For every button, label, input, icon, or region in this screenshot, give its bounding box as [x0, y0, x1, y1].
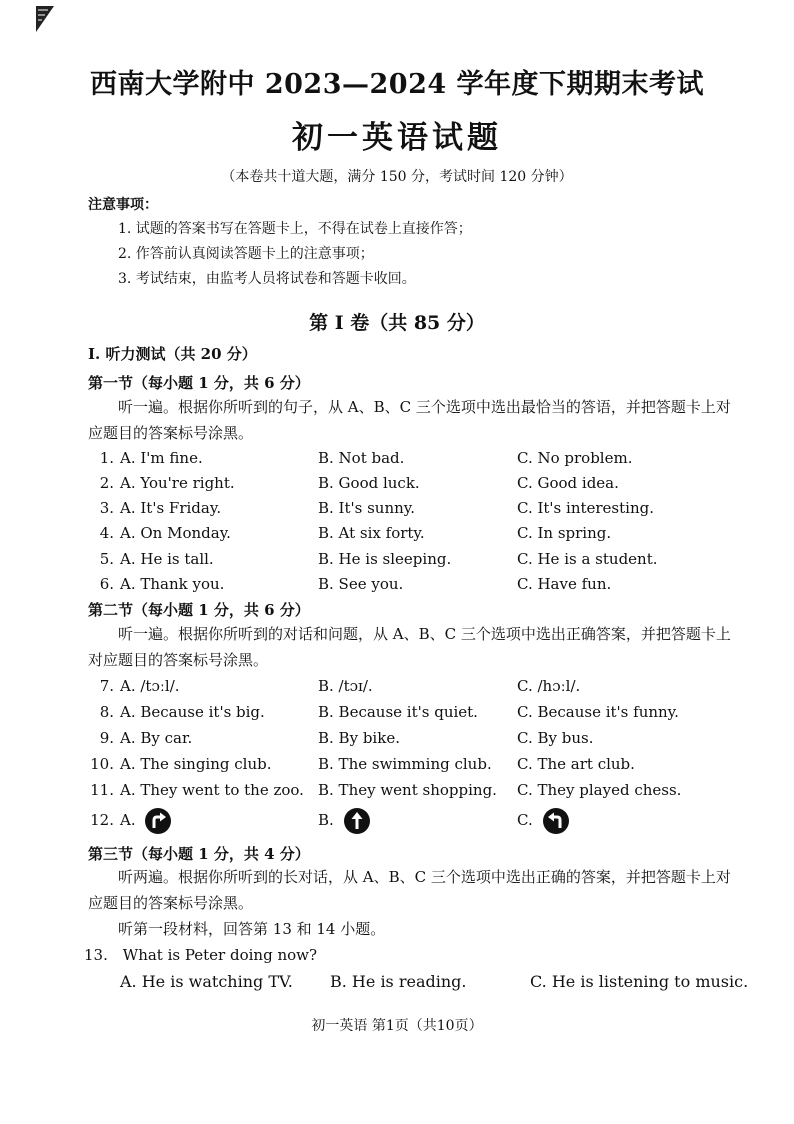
question-row	[0, 550, 794, 574]
question-row	[0, 703, 794, 727]
material-note: 听第一段材料，回答第 13 和 14 小题。	[118, 920, 386, 938]
question-number: 10.	[90, 755, 114, 773]
corner-registration-mark	[36, 6, 54, 32]
option-c: C. Good idea.	[517, 474, 619, 492]
question-row	[0, 781, 794, 805]
question-number: 4.	[99, 524, 114, 542]
instruction-text: 听一遍。根据你所听到的句子，从 A、B、C 三个选项中选出最恰当的答语，并把答题卡上对应题目的答案标号涂黑。	[88, 398, 731, 442]
section-heading: I. 听力测试（共 20 分）	[88, 345, 257, 363]
question-number: 9.	[99, 729, 114, 747]
exam-subtitle: 初一英语试题	[292, 120, 502, 156]
question-number: 12.	[90, 811, 114, 829]
question-text: What is Peter doing now?	[122, 946, 318, 964]
option-a: A. They went to the zoo.	[120, 781, 304, 799]
option-b: B. At six forty.	[318, 524, 425, 542]
option-a: A. You're right.	[120, 474, 235, 492]
option-c: C. By bus.	[517, 729, 594, 747]
option-a: A. It's Friday.	[120, 499, 222, 517]
question-number: 7.	[99, 677, 114, 695]
option-c: C. The art club.	[517, 755, 635, 773]
option-label: B.	[318, 811, 334, 829]
option-b: B. He is reading.	[330, 972, 467, 991]
instruction-text: 听一遍。根据你所听到的对话和问题，从 A、B、C 三个选项中选出正确答案，并把答题卡上对应题目的答案标号涂黑。	[88, 625, 731, 669]
option-c: C. He is listening to music.	[530, 972, 749, 991]
option-label: C.	[517, 811, 533, 829]
option-c: C. They played chess.	[517, 781, 682, 799]
option-b: B. By bike.	[318, 729, 400, 747]
question-number: 2.	[99, 474, 114, 492]
question-number: 3.	[99, 499, 114, 517]
option-c: C. In spring.	[517, 524, 612, 542]
option-b	[318, 805, 371, 835]
turn-left-arrow-icon	[542, 807, 570, 835]
option-a: A. By car.	[120, 729, 193, 747]
option-c	[517, 805, 570, 835]
option-a: A. The singing club.	[120, 755, 272, 773]
option-b: B. He is sleeping.	[318, 550, 452, 568]
exam-info: （本卷共十道大题，满分 150 分，考试时间 120 分钟）	[221, 169, 573, 185]
option-c: C. /hɔːl/.	[517, 677, 581, 695]
option-b: B. Not bad.	[318, 449, 405, 467]
question-row	[0, 677, 794, 701]
option-a: A. He is watching TV.	[120, 972, 293, 991]
option-a	[120, 805, 172, 835]
subsection-heading: 第二节（每小题 1 分，共 6 分）	[88, 601, 310, 619]
question-row	[0, 575, 794, 599]
straight-arrow-icon	[343, 807, 371, 835]
option-b: B. Because it's quiet.	[318, 703, 478, 721]
page-footer: 初一英语 第1页（共10页）	[311, 1018, 483, 1034]
question-row	[0, 524, 794, 548]
option-b: B. It's sunny.	[318, 499, 416, 517]
question-row	[0, 729, 794, 753]
subsection-heading: 第三节（每小题 1 分，共 4 分）	[88, 845, 310, 863]
question-row	[0, 474, 794, 498]
question-number: 1.	[99, 449, 114, 467]
question-stem	[84, 946, 317, 964]
option-c: C. Because it's funny.	[517, 703, 679, 721]
notice-item: 3. 考试结束，由监考人员将试卷和答题卡收回。	[118, 271, 416, 287]
option-c: C. No problem.	[517, 449, 633, 467]
option-a: A. On Monday.	[120, 524, 231, 542]
question-number: 6.	[99, 575, 114, 593]
question-number: 11.	[90, 781, 114, 799]
option-a: A. Because it's big.	[120, 703, 265, 721]
option-a: A. He is tall.	[120, 550, 214, 568]
subsection-heading: 第一节（每小题 1 分，共 6 分）	[88, 374, 310, 392]
option-b: B. The swimming club.	[318, 755, 492, 773]
notice-item: 1. 试题的答案书写在答题卡上，不得在试卷上直接作答；	[118, 221, 472, 237]
part-title: 第 I 卷（共 85 分）	[309, 312, 485, 334]
notice-heading: 注意事项：	[88, 197, 158, 213]
option-label: A.	[120, 811, 136, 829]
option-b: B. They went shopping.	[318, 781, 497, 799]
question-row	[0, 755, 794, 779]
option-a: A. /tɔːl/.	[120, 677, 180, 695]
option-c: C. He is a student.	[517, 550, 658, 568]
question-number: 5.	[99, 550, 114, 568]
question-number: 13.	[84, 946, 108, 964]
option-b: B. /tɔɪ/.	[318, 677, 373, 695]
question-number: 8.	[99, 703, 114, 721]
option-b: B. Good luck.	[318, 474, 420, 492]
question-row	[0, 805, 794, 835]
notice-item: 2. 作答前认真阅读答题卡上的注意事项；	[118, 246, 374, 262]
option-a: A. I'm fine.	[120, 449, 203, 467]
question-row	[0, 449, 794, 473]
instruction-text: 听两遍。根据你所听到的长对话，从 A、B、C 三个选项中选出正确的答案，并把答题卡上对应题目的答案标号涂黑。	[88, 868, 731, 912]
turn-right-arrow-icon	[144, 807, 172, 835]
option-c: C. Have fun.	[517, 575, 612, 593]
question-row	[0, 499, 794, 523]
option-a: A. Thank you.	[120, 575, 225, 593]
exam-title: 西南大学附中 2023—2024 学年度下期期末考试	[89, 69, 705, 100]
option-c: C. It's interesting.	[517, 499, 654, 517]
option-b: B. See you.	[318, 575, 404, 593]
